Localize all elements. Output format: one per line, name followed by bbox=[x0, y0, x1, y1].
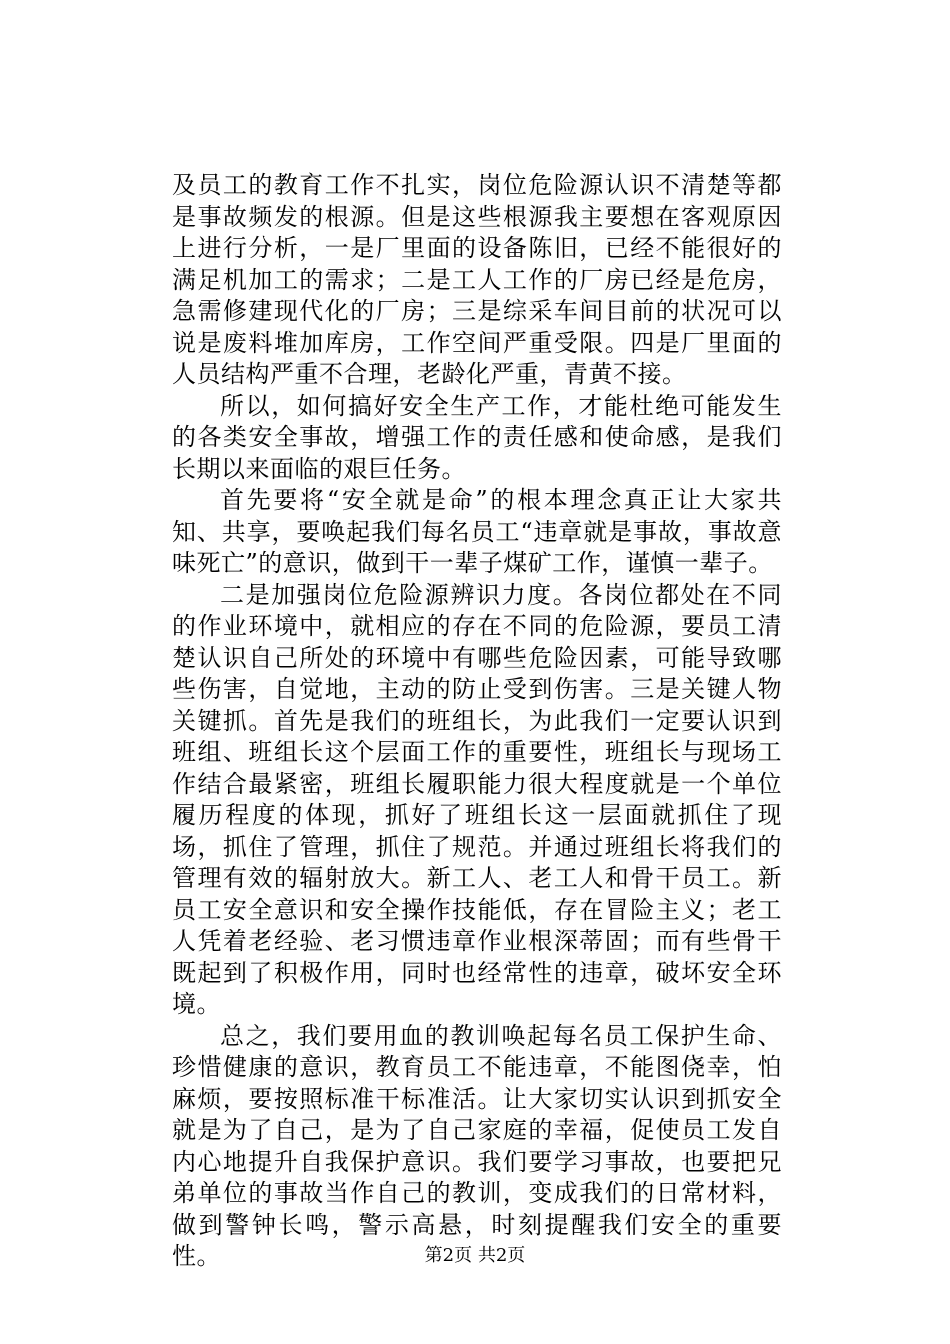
paragraph-1: 及员工的教育工作不扎实，岗位危险源认识不清楚等都是事故频发的根源。但是这些根源我主要想在客观原因上进行分析，一是厂里面的设备陈旧，已经不能很好的满足机加工的需求；二是工人工作的厂房已经是危房，急需修建现代化的厂房；三是综采车间目前的状况可以说是废料堆加库房，工作空间严重受限。四是厂里面的人员结构严重不合理，老龄化严重，青黄不接。 bbox=[172, 171, 782, 388]
paragraph-2: 所以，如何搞好安全生产工作，才能杜绝可能发生的各类安全事故，增强工作的责任感和使命感，是我们长期以来面临的艰巨任务。 bbox=[172, 391, 782, 483]
paragraph-4: 二是加强岗位危险源辨识力度。各岗位都处在不同的作业环境中，就相应的存在不同的危险源，要员工清楚认识自己所处的环境中有哪些危险因素，可能导致哪些伤害，自觉地，主动的防止受到伤害。三是关键人物关键抓。首先是我们的班组长，为此我们一定要认识到班组、班组长这个层面工作的重要性，班组长与现场工作结合最紧密，班组长履职能力很大程度就是一个单位履历程度的体现，抓好了班组长这一层面就抓住了现场，抓住了管理，抓住了规范。并通过班组长将我们的管理有效的辐射放大。新工人、老工人和骨干员工。新员工安全意识和安全操作技能低，存在冒险主义；老工人凭着老经验、老习惯违章作业根深蒂固；而有些骨干既起到了积极作用，同时也经常性的违章，破坏安全环境。 bbox=[172, 580, 782, 1018]
paragraph-3: 首先要将“安全就是命”的根本理念真正让大家共知、共享，要唤起我们每名员工“违章就是事故，事故意味死亡”的意识，做到干一辈子煤矿工作，谨慎一辈子。 bbox=[172, 486, 782, 577]
document-body bbox=[172, 170, 782, 1273]
paragraph-5: 总之，我们要用血的教训唤起每名员工保护生命、珍惜健康的意识，教育员工不能违章，不能图侥幸，怕麻烦，要按照标准干标准活。让大家切实认识到抓安全就是为了自己，是为了自己家庭的幸福，促使员工发自内心地提升自我保护意识。我们要学习事故，也要把兄弟单位的事故当作自己的教训，变成我们的日常材料，做到警钟长鸣，警示高悬，时刻提醒我们安全的重要性。 bbox=[172, 1021, 782, 1270]
page-footer: 第2页 共2页 bbox=[424, 1245, 526, 1266]
